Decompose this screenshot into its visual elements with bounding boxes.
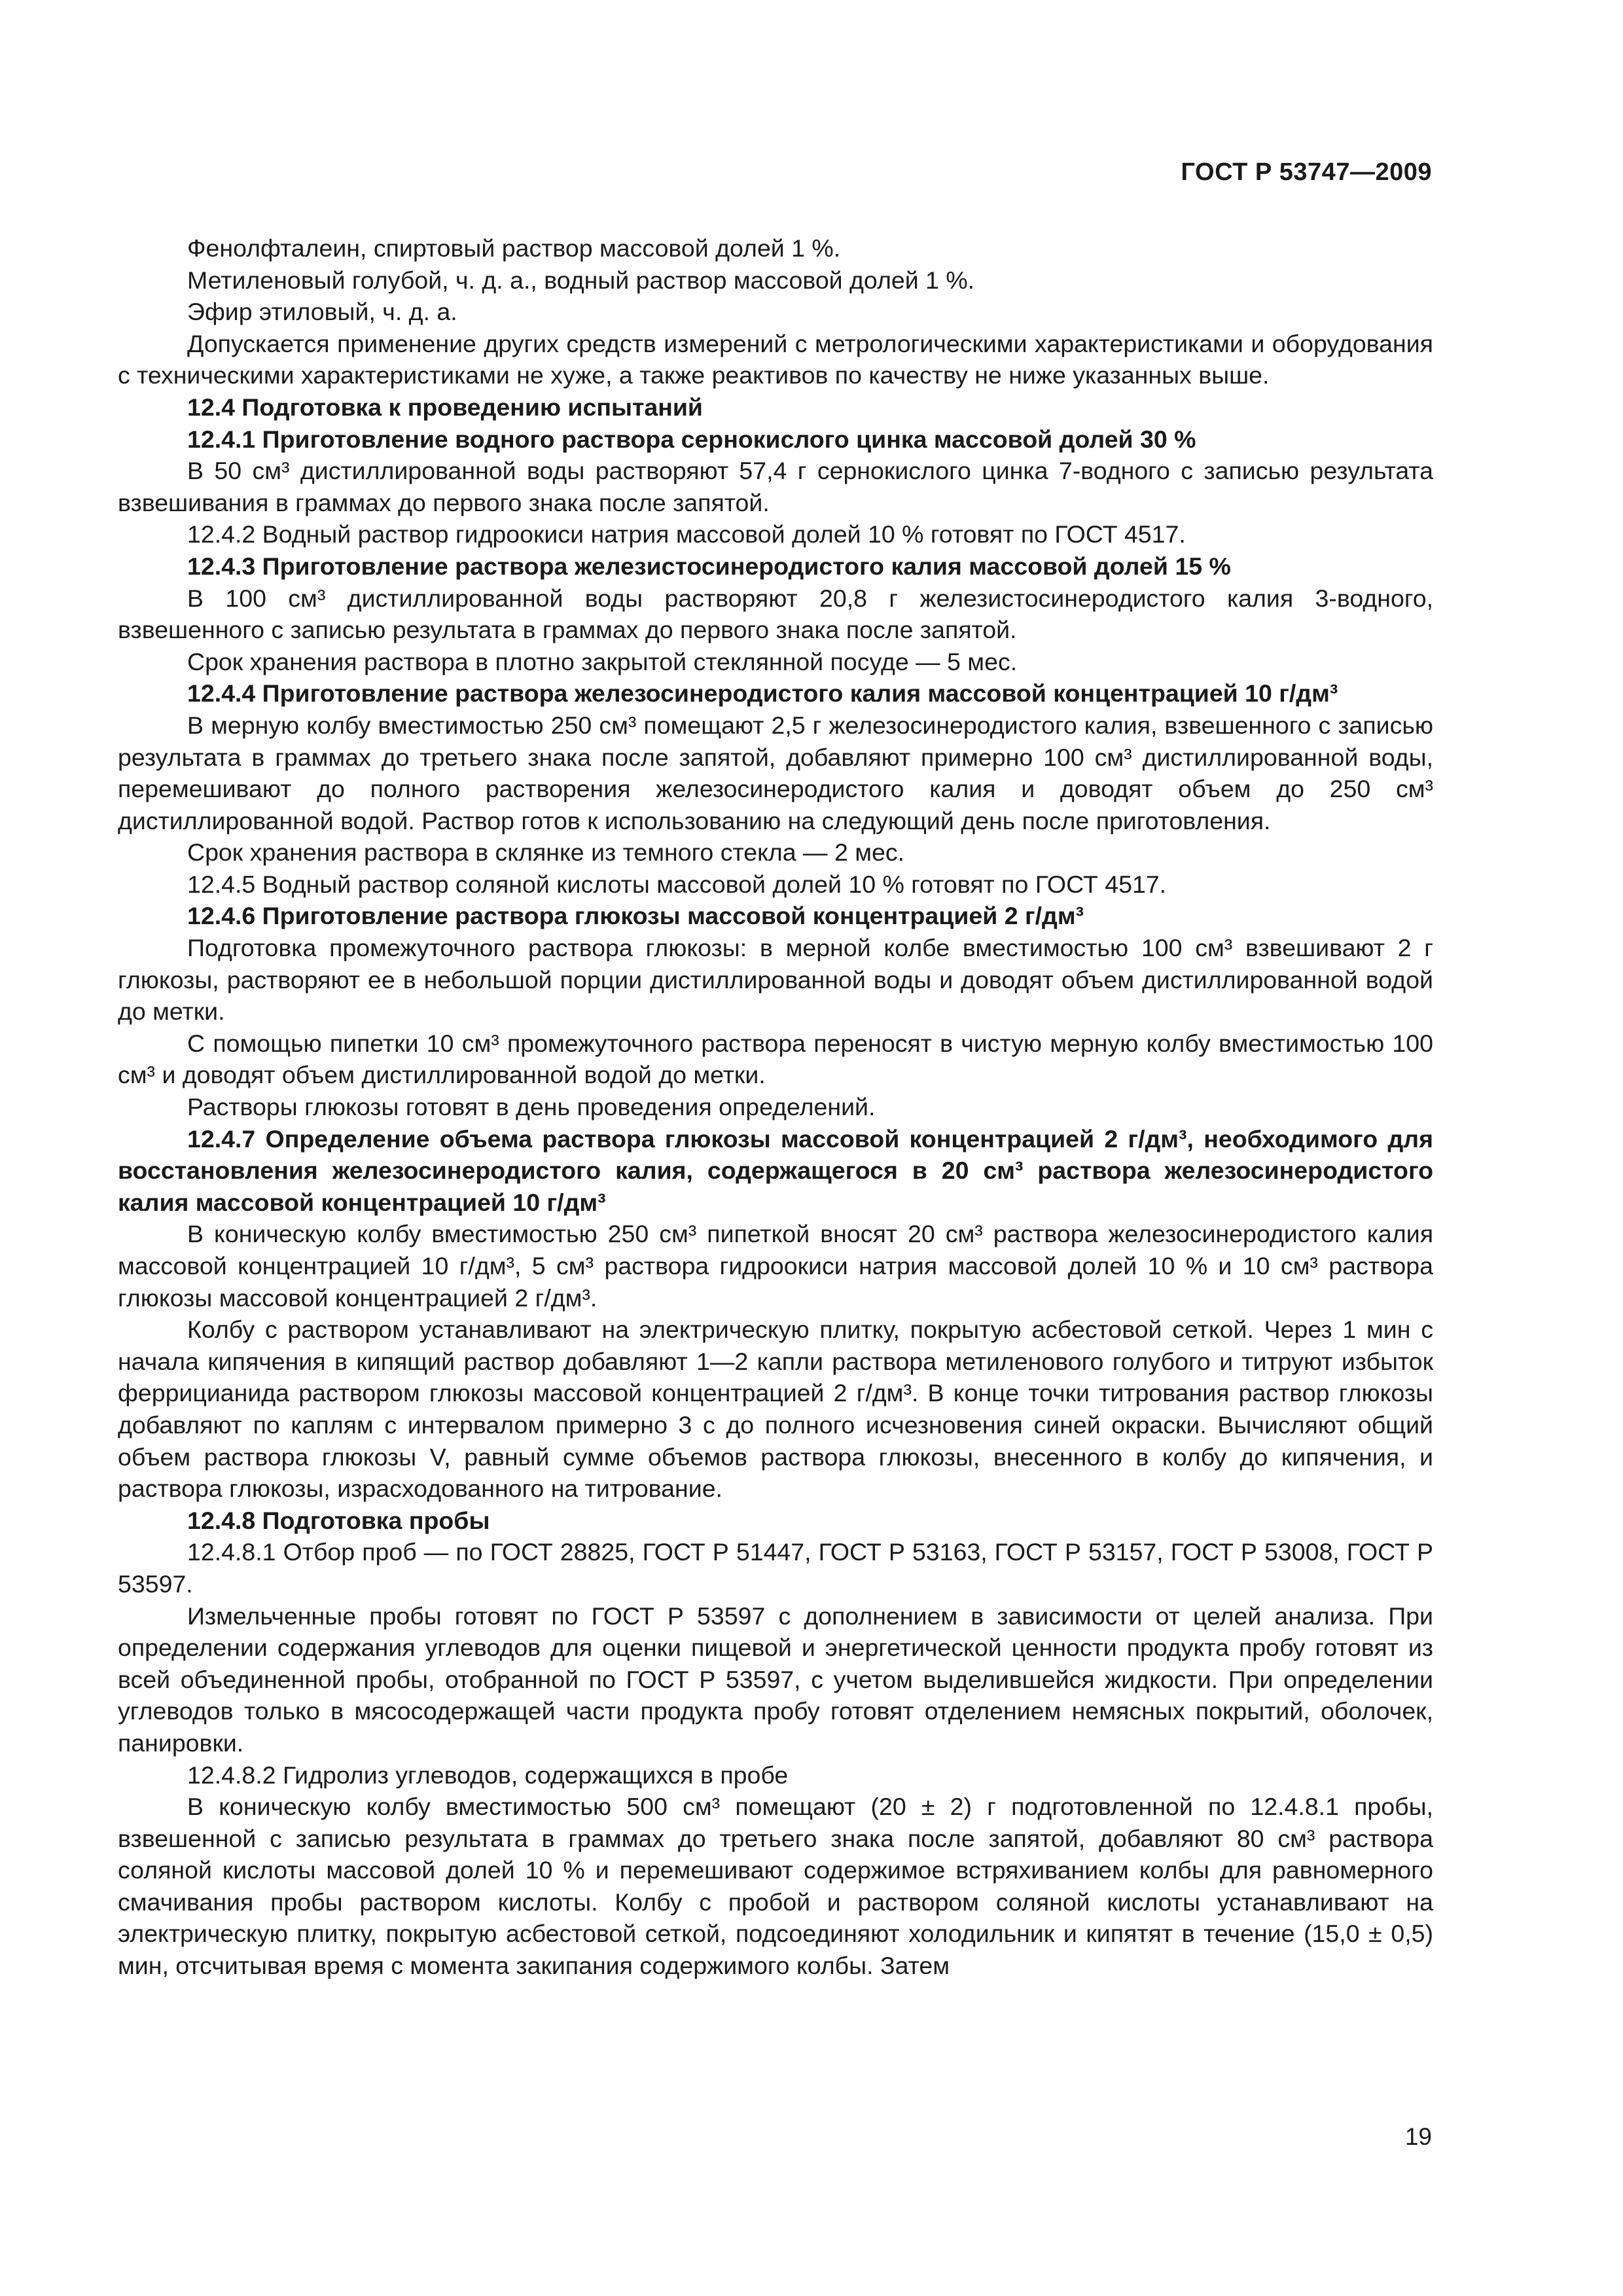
section-heading: 12.4.4 Приготовление раствора железосинеродистого калия массовой концентрацией 10 г/дм³	[187, 679, 1338, 708]
section-heading: 12.4.3 Приготовление раствора железистосинеродистого калия массовой долей 15 %	[187, 552, 1231, 580]
body-text	[118, 232, 1433, 1982]
paragraph: В коническую колбу вместимостью 500 см³ помещают (20 ± 2) г подготовленной по 12.4.8.1 пробы, взвешенной с записью результата в граммах до третьего знака после запятой, добавляют 80 см³ раствора соляной кислоты массовой долей 10 % и перемешивают содержимое встряхиванием колбы для равномерного смачивания пробы раствором кислоты. Колбу с пробой и раствором соляной кислоты устанавливают на электрическую плитку, покрытую асбестовой сеткой, подсоединяют холодильник и кипятят в течение (15,0 ± 0,5) мин, отсчитывая время с момента закипания содержимого колбы. Затем	[118, 1793, 1433, 1980]
paragraph: С помощью пипетки 10 см³ промежуточного раствора переносят в чистую мерную колбу вместимостью 100 см³ и доводят объем дистиллированной водой до метки.	[118, 1029, 1433, 1089]
paragraph: Измельченные пробы готовят по ГОСТ Р 53597 с дополнением в зависимости от целей анализа. При определении содержания углеводов для оценки пищевой и энергетической ценности продукта пробу готовят из всей объединенной пробы, отобранной по ГОСТ Р 53597, с учетом выделившейся жидкости. При определении углеводов только в мясосодержащей части продукта пробу готовят отделением немясных покрытий, оболочек, панировки.	[118, 1602, 1433, 1757]
paragraph: Эфир этиловый, ч. д. а.	[187, 298, 457, 326]
paragraph: В мерную колбу вместимостью 250 см³ помещают 2,5 г железосинеродистого калия, взвешенного с записью результата в граммах до третьего знака после запятой, добавляют примерно 100 см³ дистиллированной воды, перемешивают до полного растворения железосинеродистого калия и доводят объем до 250 см³ дистиллированной водой. Раствор готов к использованию на следующий день после приготовления.	[118, 711, 1433, 834]
paragraph: Срок хранения раствора в склянке из темного стекла — 2 мес.	[187, 838, 905, 867]
section-heading: 12.4 Подготовка к проведению испытаний	[187, 393, 703, 421]
paragraph: 12.4.8.2 Гидролиз углеводов, содержащихся в пробе	[187, 1761, 789, 1789]
paragraph: Колбу с раствором устанавливают на электрическую плитку, покрытую асбестовой сеткой. Через 1 мин с начала кипячения в кипящий раствор добавляют 1—2 капли раствора метиленового голубого и титруют избыток феррицианида раствором глюкозы массовой концентрацией 2 г/дм³. В конце точки титрования раствор глюкозы добавляют по каплям с интервалом примерно 3 с до полного исчезновения синей окраски. Вычисляют общий объем раствора глюкозы V, равный сумме объемов раствора глюкозы, внесенного в колбу до кипячения, и раствора глюкозы, израсходованного на титрование.	[118, 1316, 1433, 1503]
document-header: ГОСТ Р 53747—2009	[1181, 158, 1432, 186]
page-number: 19	[1404, 2123, 1432, 2150]
paragraph: В коническую колбу вместимостью 250 см³ пипеткой вносят 20 см³ раствора железосинеродистого калия массовой концентрацией 10 г/дм³, 5 см³ раствора гидроокиси натрия массовой долей 10 % и 10 см³ раствора глюкозы массовой концентрацией 2 г/дм³.	[118, 1220, 1433, 1312]
section-heading: 12.4.8 Подготовка пробы	[187, 1506, 490, 1534]
paragraph: В 100 см³ дистиллированной воды растворяют 20,8 г железистосинеродистого калия 3-водного, взвешенного с записью результата в граммах до первого знака после запятой.	[118, 584, 1433, 644]
section-heading: 12.4.1 Приготовление водного раствора сернокислого цинка массовой долей 30 %	[187, 425, 1196, 453]
section-heading: 12.4.7 Определение объема раствора глюкозы массовой концентрацией 2 г/дм³, необходимого для восстановления железосинеродистого калия, содержащегося в 20 см³ раствора железосинеродистого калия массовой концентрацией 10 г/дм³	[118, 1124, 1433, 1216]
paragraph: 12.4.8.1 Отбор проб — по ГОСТ 28825, ГОСТ Р 51447, ГОСТ Р 53163, ГОСТ Р 53157, ГОСТ Р 53008, ГОСТ Р 53597.	[118, 1538, 1433, 1598]
paragraph: Растворы глюкозы готовят в день проведения определений.	[187, 1093, 876, 1121]
paragraph: Фенолфталеин, спиртовый раствор массовой долей 1 %.	[187, 234, 841, 262]
paragraph: Допускается применение других средств измерений с метрологическими характеристиками и оборудования с техническими характеристиками не хуже, а также реактивов по качеству не ниже указанных выше.	[118, 329, 1433, 389]
section-heading: 12.4.6 Приготовление раствора глюкозы массовой концентрацией 2 г/дм³	[187, 902, 1084, 930]
paragraph: Подготовка промежуточного раствора глюкозы: в мерной колбе вместимостью 100 см³ взвешивают 2 г глюкозы, растворяют ее в небольшой порции дистиллированной воды и доводят объем дистиллированной водой до метки.	[118, 934, 1433, 1026]
paragraph: Метиленовый голубой, ч. д. а., водный раствор массовой долей 1 %.	[187, 266, 975, 294]
paragraph: 12.4.5 Водный раствор соляной кислоты массовой долей 10 % готовят по ГОСТ 4517.	[187, 870, 1167, 898]
paragraph: 12.4.2 Водный раствор гидроокиси натрия массовой долей 10 % готовят по ГОСТ 4517.	[187, 520, 1186, 548]
paragraph: В 50 см³ дистиллированной воды растворяют 57,4 г сернокислого цинка 7-водного с записью результата взвешивания в граммах до первого знака после запятой.	[118, 457, 1433, 516]
paragraph: Срок хранения раствора в плотно закрытой стеклянной посуде — 5 мес.	[187, 647, 1018, 675]
